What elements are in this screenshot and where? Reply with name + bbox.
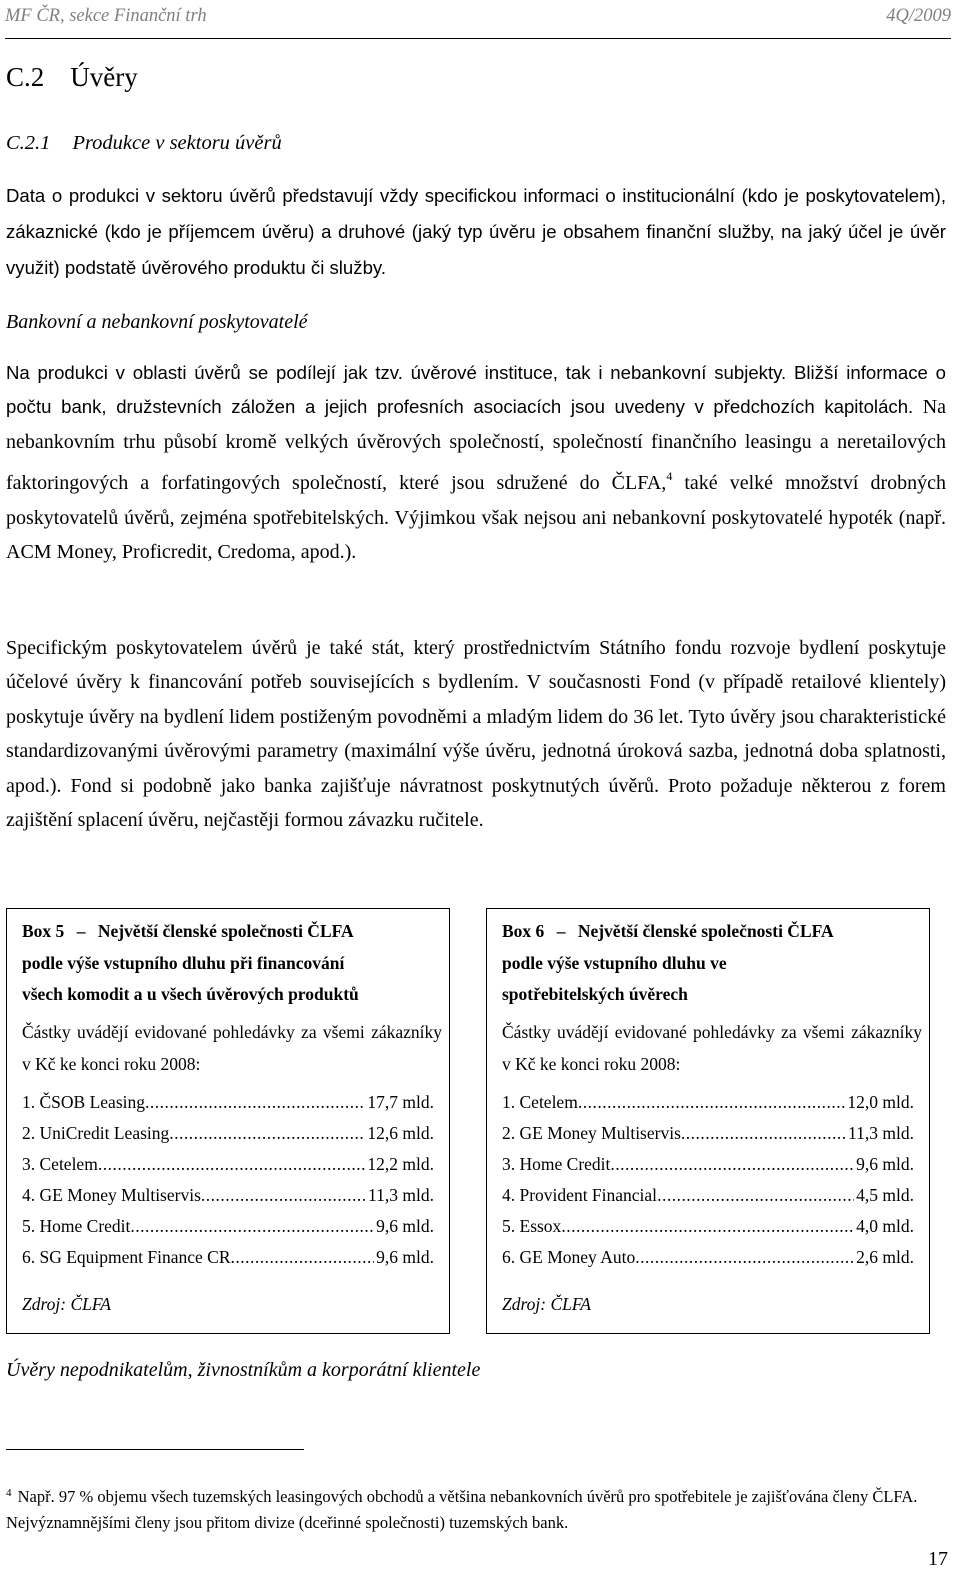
- box-5-source: Zdroj: ČLFA: [22, 1294, 111, 1314]
- list-item: [22, 1092, 434, 1123]
- dot-leader: [169, 1123, 365, 1144]
- list-item: [502, 1123, 914, 1154]
- providers-paragraph-sans-part: Na produkci v oblasti úvěrů se podílejí jak tzv. úvěrové instituce, tak i nebankovní subjekty. Bližší informace o počtu bank, družstevních záložen a jejich profesních asociacích jsou uvedeny v předchozích kapitolách.: [6, 362, 946, 418]
- item-amount: 9,6 mld.: [856, 1154, 914, 1174]
- box-6-dash: –: [556, 921, 566, 941]
- box-6-title-line1: Největší členské společnosti ČLFA: [577, 921, 834, 941]
- providers-paragraph: [6, 356, 946, 569]
- item-name: 5. Essox: [502, 1216, 562, 1236]
- item-name: 2. GE Money Multiservis: [502, 1123, 681, 1143]
- item-name: 4. Provident Financial: [502, 1185, 658, 1205]
- intro-paragraph: Data o produkci v sektoru úvěrů představují vždy specifickou informaci o institucionální (kdo je poskytovatelem), zákaznické (kdo je příjemcem úvěru) a druhové (jaký typ úvěru je obsahem finanční služby, na jaký účel je úvěr využit) podstatě úvěrového produktu či služby.: [6, 185, 946, 279]
- item-amount: 4,0 mld.: [856, 1216, 914, 1236]
- item-amount: 9,6 mld.: [376, 1247, 434, 1267]
- list-item: [22, 1154, 434, 1185]
- item-amount: 9,6 mld.: [376, 1216, 434, 1236]
- item-name: 1. Cetelem: [502, 1092, 578, 1112]
- subsection-title: Produkce v sektoru úvěrů: [72, 132, 282, 154]
- list-item: [502, 1092, 914, 1123]
- box-6-title-line2: podle výše vstupního dluhu ve: [502, 952, 727, 973]
- box-5-label: Box 5: [22, 921, 65, 941]
- box-6: [486, 908, 930, 1334]
- dot-leader: [578, 1092, 846, 1113]
- subsection-heading: [6, 132, 282, 155]
- item-amount: 4,5 mld.: [856, 1185, 914, 1205]
- state-fund-paragraph: Specifickým poskytovatelem úvěrů je také stát, který prostřednictvím Státního fondu rozvoje bydlení poskytuje účelové úvěry k financování potřeb souvisejících s bydlením. V současnosti Fond (v případě retailové klientely) poskytuje úvěry na bydlení lidem postiženým povodněmi a mladým lidem do 36 let. Tyto úvěry jsou charakteristické standardizovanými úvěrovými parametry (maximální výše úvěru, jednotná úroková sazba, jednotná doba splatnosti, apod.). Fond si podobně jako banka zajišťuje návratnost poskytnutých úvěrů. Proto požaduje některou z forem zajištění splacení úvěru, nejčastěji formou závazku ručitele.: [6, 637, 946, 832]
- dot-leader: [201, 1185, 366, 1206]
- item-amount: 12,2 mld.: [367, 1154, 434, 1174]
- list-item: [22, 1185, 434, 1216]
- item-name: 1. ČSOB Leasing: [22, 1092, 145, 1112]
- footnote-separator: [6, 1449, 304, 1450]
- header-period: 4Q/2009: [886, 6, 951, 26]
- item-name: 4. GE Money Multiservis: [22, 1185, 201, 1205]
- item-name: 6. GE Money Auto: [502, 1247, 636, 1267]
- providers-paragraph-serif-part-2: také velké množství drobných poskytovatelů úvěrů, zejména spotřebitelských. Výjimkou však nejsou ani nebankovní poskytovatelé hypoték (např. ACM Money, Proficredit, Credoma, apod.).: [6, 472, 946, 564]
- item-name: 5. Home Credit: [22, 1216, 131, 1236]
- subheading-bank-nonbank: Bankovní a nebankovní poskytovatelé: [6, 311, 308, 333]
- providers-paragraph-serif-part-1: Na nebankovním trhu působí kromě velkých úvěrových společností, společností finančního leasingu a neretailových faktoringových a forfatingových společností, které jsou sdružené do ČLFA,: [6, 396, 947, 495]
- subheading-retail-corporate: Úvěry nepodnikatelům, živnostníkům a korporátní klientele: [6, 1359, 481, 1381]
- footnote-number: 4: [6, 1487, 12, 1499]
- item-name: 3. Home Credit: [502, 1154, 611, 1174]
- subsection-number: C.2.1: [6, 132, 51, 154]
- list-item: [22, 1247, 434, 1278]
- list-item: [502, 1216, 914, 1247]
- header-publisher: MF ČR, sekce Finanční trh: [5, 6, 207, 26]
- item-amount: 17,7 mld.: [367, 1092, 434, 1112]
- box-5-title-line3: všech komodit a u všech úvěrových produktů: [22, 984, 359, 1004]
- section-number: C.2: [6, 62, 45, 92]
- box-6-title: [502, 916, 922, 1011]
- item-name: 6. SG Equipment Finance CR: [22, 1247, 231, 1267]
- item-name: 3. Cetelem: [22, 1154, 98, 1174]
- box-5-intro: Částky uvádějí evidované pohledávky za všemi zákazníky v Kč ke konci roku 2008:: [22, 1022, 442, 1074]
- box-5-title: [22, 916, 442, 1011]
- dot-leader: [657, 1185, 854, 1206]
- box-6-list: [502, 1092, 914, 1278]
- page-header: [5, 6, 951, 39]
- footnote-reference: 4: [666, 469, 673, 484]
- box-6-label: Box 6: [502, 921, 545, 941]
- box-6-title-line3: spotřebitelských úvěrech: [502, 984, 688, 1004]
- dot-leader: [681, 1123, 846, 1144]
- box-5-list: [22, 1092, 434, 1278]
- item-amount: 11,3 mld.: [368, 1185, 434, 1205]
- footnote: [6, 1480, 946, 1536]
- dot-leader: [231, 1247, 375, 1268]
- list-item: [502, 1154, 914, 1185]
- list-item: [22, 1216, 434, 1247]
- list-item: [502, 1247, 914, 1278]
- box-5-title-line2: podle výše vstupního dluhu při financování: [22, 952, 345, 973]
- item-amount: 12,6 mld.: [367, 1123, 434, 1143]
- box-6-source: Zdroj: ČLFA: [502, 1294, 591, 1314]
- box-5-dash: –: [76, 921, 86, 941]
- section-title: Úvěry: [70, 62, 138, 92]
- box-5: [6, 908, 450, 1334]
- item-amount: 2,6 mld.: [856, 1247, 914, 1267]
- dot-leader: [561, 1216, 854, 1237]
- dot-leader: [98, 1154, 366, 1175]
- dot-leader: [635, 1247, 854, 1268]
- dot-leader: [610, 1154, 854, 1175]
- list-item: [22, 1123, 434, 1154]
- dot-leader: [130, 1216, 374, 1237]
- box-6-intro: Částky uvádějí evidované pohledávky za všemi zákazníky v Kč ke konci roku 2008:: [502, 1022, 922, 1074]
- dot-leader: [145, 1092, 365, 1113]
- box-5-title-line1: Největší členské společnosti ČLFA: [97, 921, 354, 941]
- page-number: 17: [928, 1548, 948, 1570]
- section-heading: [6, 62, 138, 93]
- item-name: 2. UniCredit Leasing: [22, 1123, 170, 1143]
- list-item: [502, 1185, 914, 1216]
- item-amount: 12,0 mld.: [847, 1092, 914, 1112]
- footnote-text: Např. 97 % objemu všech tuzemských leasingových obchodů a většina nebankovních úvěrů pro spotřebitele je zajišťována členy ČLFA. Nejvýznamnějšími členy jsou přitom divize (dceřinné společnosti) tuzemských bank.: [6, 1487, 918, 1532]
- item-amount: 11,3 mld.: [848, 1123, 914, 1143]
